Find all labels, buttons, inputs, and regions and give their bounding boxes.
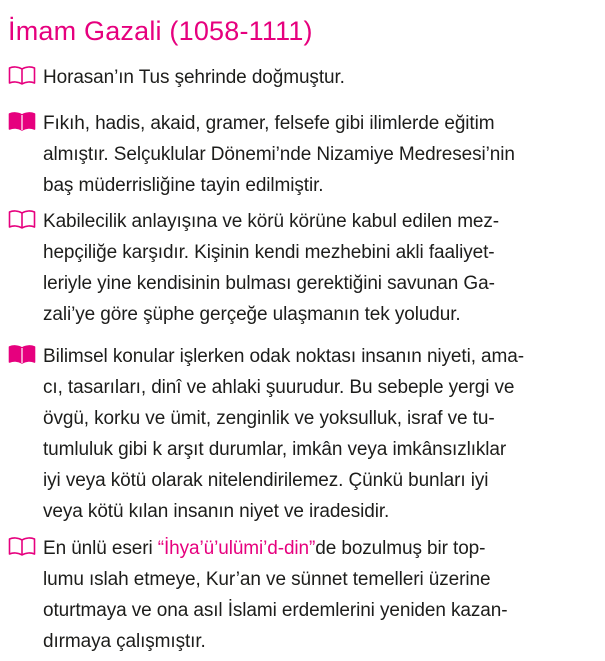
text-line: tumluluk gibi k arşıt durumlar, imkân veya imkânsızlıklar: [43, 439, 507, 460]
text-line: oturtmaya ve ona asıl İslami erdemlerini yeniden kazan-: [43, 600, 508, 621]
text-line: dırmaya çalışmıştır.: [43, 631, 206, 652]
text-line: Kabilecilik anlayışına ve körü körüne kabul edilen mez-: [43, 211, 500, 232]
text-line: övgü, korku ve ümit, zenginlik ve yoksulluk, israf ve tu-: [43, 408, 495, 429]
closed-book-icon: [8, 111, 36, 131]
list-item: [8, 62, 598, 93]
text-line: baş müderrisliğine tayin edilmiştir.: [43, 175, 324, 196]
list-item: [8, 533, 598, 657]
text-line: leriyle yine kendisinin bulması gerektiğini savunan Ga-: [43, 273, 495, 294]
text-line: almıştır. Selçuklular Dönemi’nde Nizamiye Medresesi’nin: [43, 144, 515, 165]
open-book-icon: [8, 209, 36, 229]
page-title: İmam Gazali (1058-1111): [8, 16, 313, 46]
open-book-icon: [8, 65, 36, 85]
text-fragment: En ünlü eseri: [43, 538, 158, 559]
list-item: [8, 206, 598, 330]
open-book-icon: [8, 536, 36, 556]
text-line: Fıkıh, hadis, akaid, gramer, felsefe gibi ilimlerde eğitim: [43, 113, 495, 134]
book-title-highlight: “İhya’ü’ulümi’d-din”: [157, 538, 316, 559]
text-line: iyi veya kötü olarak nitelendirilemez. Çünkü bunları iyi: [43, 470, 489, 491]
text-line: Horasan’ın Tus şehrinde doğmuştur.: [43, 67, 345, 88]
closed-book-icon: [8, 344, 36, 364]
text-line: cı, tasarıları, dinî ve ahlaki şuurudur. Bu sebeple yergi ve: [43, 377, 515, 398]
text-line: zali’ye göre şüphe gerçeğe ulaşmanın tek yoludur.: [43, 304, 461, 325]
list-item: [8, 341, 598, 527]
text-line: lumu ıslah etmeye, Kur’an ve sünnet temelleri üzerine: [43, 569, 491, 590]
text-line: hepçiliğe karşıdır. Kişinin kendi mezhebini akli faaliyet-: [43, 242, 495, 263]
text-line: [43, 533, 598, 564]
text-line: Bilimsel konular işlerken odak noktası insanın niyeti, ama-: [43, 346, 524, 367]
text-line: veya kötü kılan insanın niyet ve iradesidir.: [43, 501, 390, 522]
text-fragment: de bozulmuş bir top-: [315, 538, 486, 559]
list-item: [8, 108, 598, 201]
